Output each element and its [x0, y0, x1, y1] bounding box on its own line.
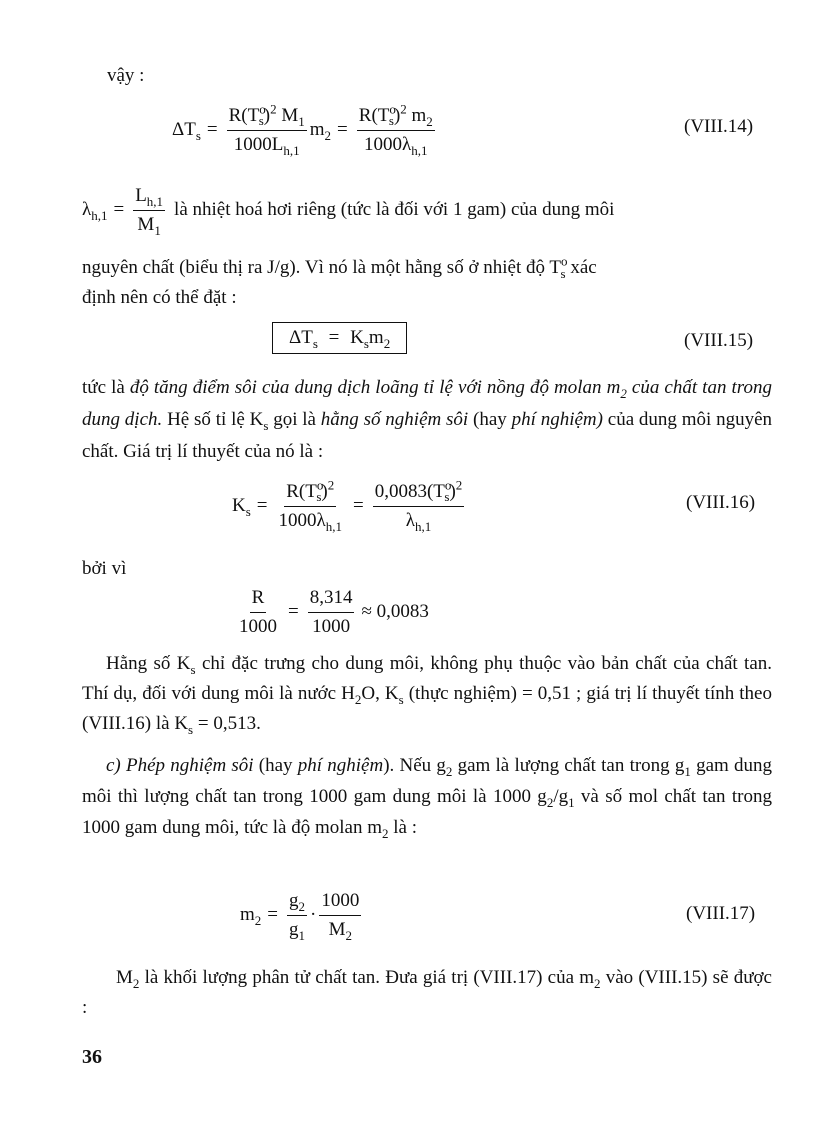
- eq16-label: (VIII.16): [686, 492, 756, 513]
- paragraph-3: Hằng số $K_s$ chỉ đặc trưng cho dung môi, không phụ thuộc vào bản chất của chất tan. Thí dụ, đối với dung môi là nước $H_2O$, $K_s$ (thực nghiệm) = 0,51 ; giá trị lí thuyết tính theo (VIII.16) là $K_s = 0,513$.: [82, 653, 772, 737]
- equation-viii-17: [240, 884, 364, 946]
- eq14-fraction-2: $\frac{R(T^o_s)^2 m_2}{1000\lambda_{h,1}}$: [358, 101, 433, 158]
- intro-text: vậy :: [107, 65, 145, 86]
- eq16-fraction-2: $\frac{0,0083(T^o_s)^2}{\lambda_{h,1}}$: [374, 477, 463, 534]
- eqR-equals: =: [288, 601, 299, 622]
- eq15-box: $\Delta T_s = K_sm_2$: [272, 322, 407, 354]
- boi-vi-text: bởi vì: [82, 558, 127, 579]
- equation-viii-14: [172, 98, 438, 162]
- eqR-approx: ≈ 0,0083: [361, 601, 429, 622]
- eq14-equals-1: =: [206, 119, 218, 140]
- eq14-lhs: $\Delta T_s$: [172, 119, 201, 143]
- eq17-lhs: $m_2$: [240, 904, 262, 928]
- eq14-equals-2: =: [337, 119, 348, 140]
- eq17-fraction-1: $\frac{g_2}{g_1}$: [289, 889, 305, 943]
- eq14-fraction-1: $\frac{R(T^o_s)^2 M_1}{1000L_{h,1}}$: [228, 101, 305, 158]
- eqR-fraction-1: $\frac{R}{1000}$: [239, 586, 277, 637]
- eqR-fraction-2: $\frac{8,314}{1000}$: [309, 586, 353, 637]
- eq17-fraction-2: $\frac{1000}{M_2}$: [321, 889, 360, 943]
- paragraph-1-line-2: định nên có thể đặt :: [82, 287, 237, 308]
- eq16-fraction-1: $\frac{R(T^o_s)^2}{1000\lambda_{h,1}}$: [278, 477, 342, 534]
- lambda-lhs: $\lambda_{h,1}$: [82, 199, 108, 223]
- equation-viii-15: [272, 322, 407, 354]
- eq15-label: (VIII.15): [684, 330, 754, 351]
- equation-viii-16: [232, 474, 467, 538]
- paragraph-1-line-1: nguyên chất (biểu thị ra J/g). Vì nó là một hằng số ở nhiệt độ $T^o_s$ xác: [82, 253, 597, 281]
- eq16-equals-2: =: [352, 495, 364, 516]
- paragraph-5: $M_2$ là khối lượng phân tử chất tan. Đưa giá trị (VIII.17) của $m_2$ vào (VIII.15) sẽ được :: [82, 967, 772, 1018]
- eq14-label: (VIII.14): [684, 116, 754, 137]
- page-number: 36: [82, 1046, 102, 1068]
- eq17-label: (VIII.17): [686, 903, 756, 924]
- lambda-definition: [82, 180, 614, 240]
- lambda-fraction: $\frac{L_{h,1}}{M_1}$: [135, 184, 164, 238]
- eq14-multiplier: $m_2$: [309, 119, 332, 143]
- eq16-equals-1: =: [256, 495, 268, 516]
- eq16-lhs: $K_s$: [232, 495, 251, 519]
- paragraph-4: c) Phép nghiệm sôi (hay phí nghiệm). Nếu $g_2$ gam là lượng chất tan trong $g_1$ gam dung môi thì lượng chất tan trong 1000 gam dung môi là 1000 $g_2/g_1$ và số mol chất tan trong 1000 gam dung môi, tức là độ molan $m_2$ là :: [82, 755, 773, 841]
- lambda-description: là nhiệt hoá hơi riêng (tức là đối với 1 gam) của dung môi: [174, 199, 615, 220]
- eq17-dot: ·: [310, 904, 317, 925]
- equation-r-over-1000: [234, 582, 429, 642]
- paragraph-2: tức là độ tăng điểm sôi của dung dịch loãng tỉ lệ với nồng độ molan $m_2$ của chất tan trong dung dịch. Hệ số tỉ lệ $K_s$ gọi là hằng số nghiệm sôi (hay phí nghiệm) của dung môi nguyên chất. Giá trị lí thuyết của nó là :: [82, 377, 773, 462]
- lambda-equals: =: [113, 199, 125, 220]
- eq17-equals: =: [267, 904, 278, 925]
